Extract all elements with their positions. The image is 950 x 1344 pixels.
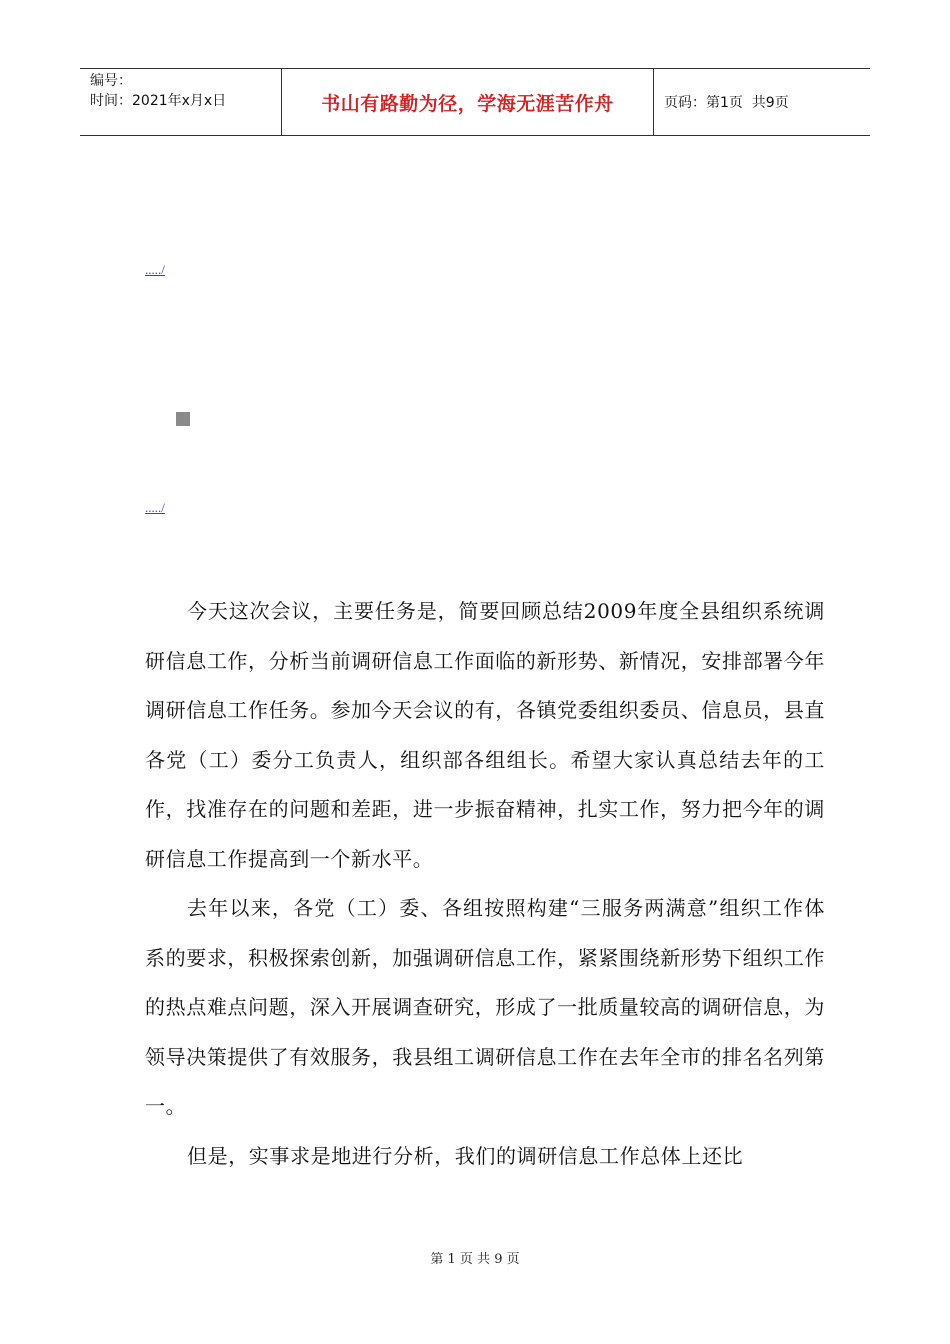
square-icon: [176, 412, 190, 426]
motto-text: 书山有路勤为径，学海无涯苦作舟: [321, 92, 614, 115]
header-table: [80, 68, 870, 136]
paragraph-3: 但是，实事求是地进行分析，我们的调研信息工作总体上还比: [187, 1143, 744, 1168]
page-info: 页码：第1页 共9页: [664, 95, 789, 111]
header-motto-cell: [282, 69, 654, 135]
header-page-cell: [654, 69, 870, 135]
link-2[interactable]: ...../: [145, 500, 165, 515]
page-footer: 第 1 页 共 9 页: [430, 1252, 520, 1267]
paragraph-1: 今天这次会议，主要任务是，简要回顾总结2009年度全县组织系统调研信息工作，分析当前调研信息工作面临的新形势、新情况，安排部署今年调研信息工作任务。参加今天会议的有，各镇党委组织委员、信息员，县直各党（工）委分工负责人，组织部各组组长。希望大家认真总结去年的工作，找准存在的问题和差距，进一步振奋精神，扎实工作，努力把今年的调研信息工作提高到一个新水平。: [145, 599, 825, 871]
paragraph-2: 去年以来，各党（工）委、各组按照构建“三服务两满意”组织工作体系的要求，积极探索创新，加强调研信息工作，紧紧围绕新形势下组织工作的热点难点问题，深入开展调查研究，形成了一批质量较高的调研信息，为领导决策提供了有效服务，我县组工调研信息工作在去年全市的排名名列第一。: [145, 896, 825, 1118]
body-text: [145, 587, 825, 1181]
header-meta-cell: [80, 69, 282, 135]
link-1[interactable]: ...../: [145, 262, 165, 277]
number-label: 编号：: [90, 73, 132, 89]
time-label: 时间：2021年x月x日: [90, 93, 227, 109]
